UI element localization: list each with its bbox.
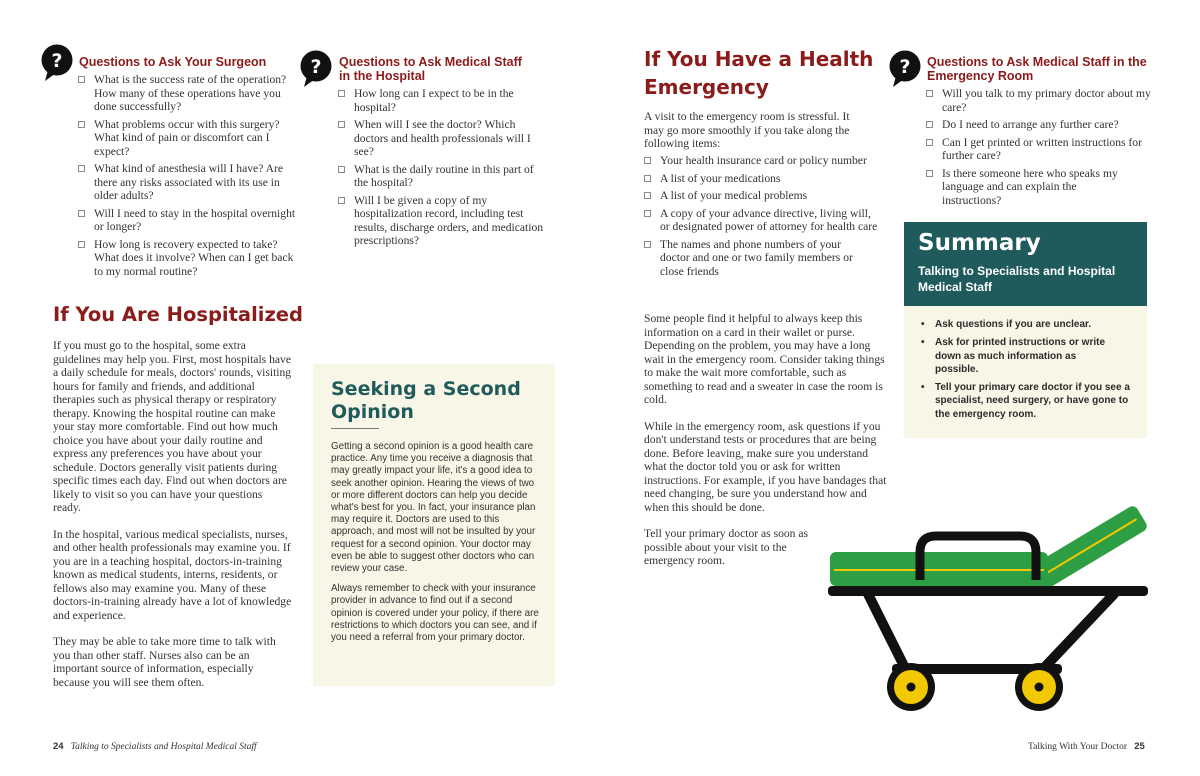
question-bubble-icon [40,44,74,84]
checklist-item: Will I be given a copy of my hospitalization record, including test results, discharge orders, and medication prescriptions? [338,194,550,248]
checkbox-icon [78,121,85,128]
page-number: 25 [1134,741,1145,752]
summary-bullet-list [918,318,1140,426]
svg-text:?: ? [899,56,911,78]
page-number: 24 [53,741,64,752]
emergency-items-list [644,154,890,282]
paragraph: In the hospital, various medical specialists, nurses, and other health professionals may examine you. If you are in a teaching hospital, doctors-in-training known as medical students, interns, residents, or fellows also may examine you. Many of these doctors-in-training already have a lot of knowledge and experience. [53,527,292,622]
checklist-item: What problems occur with this surgery? What kind of pain or discomfort can I expect? [78,118,300,159]
checkbox-icon [926,121,933,128]
checkbox-icon [644,175,651,182]
checklist-item: A copy of your advance directive, living will, or designated power of attorney for health care [644,207,880,234]
left-footer [53,741,257,752]
second-opinion-body [331,441,539,652]
checkbox-icon [78,241,85,248]
er-staff-questions-list [926,87,1152,211]
question-bubble-icon [888,50,922,90]
checklist-item: How long is recovery expected to take? What does it involve? When can I get back to my normal routine? [78,238,300,279]
bullet-icon: • [921,319,925,330]
checklist-item: Your health insurance card or policy number [644,154,890,168]
question-bubble-icon [299,50,333,90]
bullet-icon: • [921,337,925,349]
medical-staff-questions-list [338,87,550,252]
checkbox-icon [338,166,345,173]
heading-line: in the Hospital [339,69,426,83]
second-opinion-sidebar [313,364,555,686]
emergency-title [644,45,884,101]
er-staff-questions-heading [927,55,1167,83]
checkbox-icon [338,121,345,128]
summary-header [904,222,1147,306]
checkbox-icon [926,170,933,177]
checklist-item: Can I get printed or written instructions for further care? [926,136,1152,163]
checkbox-icon [926,90,933,97]
medical-staff-questions-heading [339,55,549,83]
checklist-item: Do I need to arrange any further care? [926,118,1152,132]
checkbox-icon [644,241,651,248]
paragraph: Some people find it helpful to always keep this information on a card in their wallet or purse. Depending on the problem, you may have a long wait in the emergency room. Consider taking things to make the wait more comfortable, such as something to read and a sweater in case the room is cold. [644,312,885,406]
checklist-item: When will I see the doctor? Which doctors and health professionals will I see? [338,118,550,159]
summary-subtitle: Talking to Specialists and Hospital Medical Staff [918,264,1116,294]
checklist-item: Is there someone here who speaks my language and can explain the instructions? [926,167,1126,208]
checkbox-icon [644,210,651,217]
paragraph: Getting a second opinion is a good health care practice. Any time you receive a diagnosis that may greatly impact your life, it's a good idea to seek another opinion. Hearing the views of two or more different doctors can help you decide what's best for you. In fact, your insurance plan may require it. Doctors are used to this approach, and most will not be insulted by your request for a second opinion. Your doctor may even be able to suggest other doctors who can review your case. [331,441,536,575]
divider [331,428,379,429]
checkbox-icon [78,165,85,172]
emergency-intro: A visit to the emergency room is stressful. It may go more smoothly if you take along the following items: [644,110,850,150]
bullet-icon: • [921,382,925,394]
paragraph: While in the emergency room, ask questions if you don't understand tests or procedures that are being done. Before leaving, make sure you understand what the doctor told you or ask for written instructions. For example, if you have bandages that need changing, be sure you understand how and when this should be done. [644,419,887,514]
hospital-stretcher-illustration [820,500,1160,720]
checkbox-icon [644,157,651,164]
surgeon-questions-list [78,73,300,282]
checkbox-icon [338,90,345,97]
paragraph: They may be able to take more time to talk with you than other staff. Nurses also can be an important source of information, especially because you will see them often. [53,635,276,689]
checklist-item: How long can I expect to be in the hospital? [338,87,550,114]
checkbox-icon [926,139,933,146]
checklist-item: What is the success rate of the operation? How many of these operations have you done successfully? [78,73,300,114]
checklist-item: What is the daily routine in this part of the hospital? [338,163,550,190]
paragraph: Always remember to check with your insurance provider in advance to find out if a second opinion is covered under your policy, if there are restrictions to which doctors you can see, and if you need a referral from your primary doctor. [331,583,539,644]
checkbox-icon [78,210,85,217]
paragraph: Tell your primary doctor as soon as possible about your visit to the emergency room. [644,527,809,567]
summary-body [904,306,1147,438]
hospitalized-body [53,339,293,702]
checklist-item: A list of your medical problems [644,189,890,203]
list-item: • Tell your primary care doctor if you see a specialist, need surgery, or have gone to the emergency room. [921,382,1130,420]
checkbox-icon [338,197,345,204]
surgeon-questions-heading: Questions to Ask Your Surgeon [79,55,267,69]
checklist-item: Will you talk to my primary doctor about my care? [926,87,1152,114]
title-line: If You Have a Health [644,47,874,71]
heading-line: Questions to Ask Medical Staff [339,55,522,69]
second-opinion-title: Seeking a Second Opinion [331,378,521,423]
title-line: Emergency [644,75,769,99]
checklist-item: Will I need to stay in the hospital overnight or longer? [78,207,300,234]
svg-text:?: ? [310,56,322,78]
paragraph: If you must go to the hospital, some extra guidelines may help you. First, most hospitals have a daily schedule for meals, doctors' rounds, visiting hours for family and friends, and additional therapies such as physical therapy or respiratory therapy. Knowing the hospital routine can make your stay more comfortable. Find out how much choice you have about your daily routine and express any preferences you have about your schedule. Doctors generally visit patients during specific times each day. Find out when doctors are likely to visit so you can have your questions ready. [53,339,292,514]
checklist-item: What kind of anesthesia will I have? Are there any risks associated with its use in older adults? [78,162,300,203]
heading-line: Emergency Room [927,69,1034,83]
checkbox-icon [644,192,651,199]
hospitalized-title: If You Are Hospitalized [53,303,303,326]
list-item: • Ask for printed instructions or write down as much information as possible. [921,337,1106,375]
right-footer [1028,741,1145,752]
checklist-item: A list of your medications [644,172,890,186]
svg-text:?: ? [51,50,63,72]
checkbox-icon [78,76,85,83]
list-item: • Ask questions if you are unclear. [921,319,1092,330]
running-title: Talking With Your Doctor [1028,742,1128,752]
heading-line: Questions to Ask Medical Staff in the [927,55,1147,69]
running-title: Talking to Specialists and Hospital Medical Staff [70,742,257,752]
summary-title: Summary [918,230,1041,256]
checklist-item: The names and phone numbers of your doctor and one or two family members or close friends [644,238,864,279]
